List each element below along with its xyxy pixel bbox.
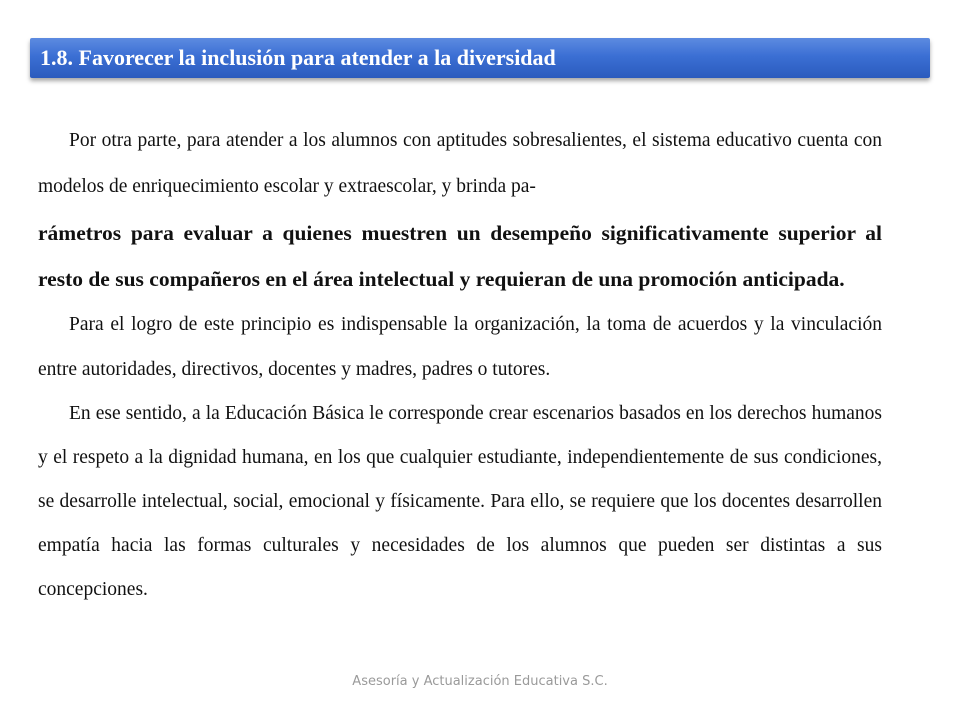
- paragraph-1-normal: Por otra parte, para atender a los alumnos con aptitudes sobresalientes, el sistema educativo cuenta con modelos de enriquecimiento escolar y extraescolar, y brinda pa-: [38, 130, 882, 197]
- paragraph-1-bold: rámetros para evaluar a quienes muestren un desempeño significativamente superior al resto de sus compañeros en el área intelectual y requieran de una promoción anticipada.: [38, 221, 882, 291]
- slide-body: [38, 118, 882, 612]
- section-title: 1.8. Favorecer la inclusión para atender a la diversidad: [30, 38, 930, 78]
- paragraph-2: Para el logro de este principio es indispensable la organización, la toma de acuerdos y la vinculación entre autoridades, directivos, docentes y madres, padres o tutores.: [38, 314, 882, 380]
- footer-text: Asesoría y Actualización Educativa S.C.: [352, 674, 608, 689]
- paragraph-3: En ese sentido, a la Educación Básica le corresponde crear escenarios basados en los derechos humanos y el respeto a la dignidad humana, en los que cualquier estudiante, independientemente de sus condiciones, se desarrolle intelectual, social, emocional y físicamente. Para ello, se requiere que los docentes desarrollen empatía hacia las formas culturales y necesidades de los alumnos que pueden ser distintas a sus concepciones.: [38, 403, 882, 600]
